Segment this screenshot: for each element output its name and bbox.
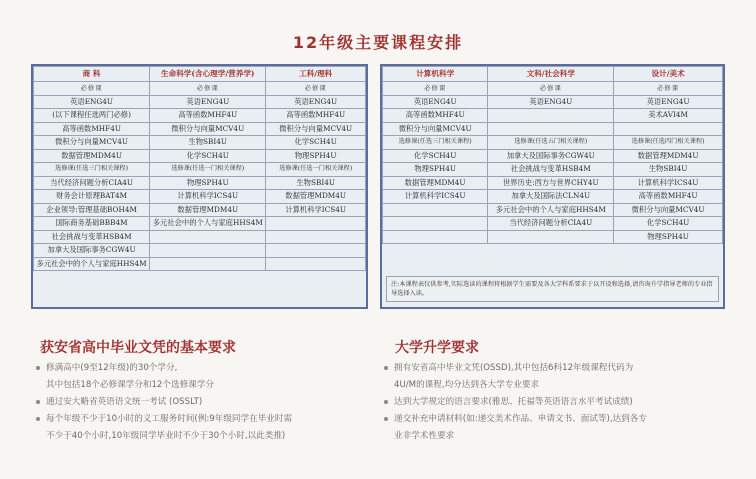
course-cell: 微积分与向量MCV4U: [383, 122, 488, 136]
course-cell: 多元社会中的个人与家庭HHS4M: [488, 203, 614, 217]
required-label: 必修课: [150, 82, 266, 96]
list-item-text: 4U/M的课程,均分达到各大学专业要求: [394, 380, 540, 390]
list-item: [382, 394, 722, 411]
empty-cell: [266, 257, 366, 271]
empty-cell: [266, 244, 366, 258]
diploma-requirements-list: [34, 360, 364, 445]
course-cell: 世界历史:西方与世界CHY4U: [488, 176, 614, 190]
course-cell: 微积分与向量MCV4U: [150, 122, 266, 136]
course-cell: 计算机科学ICS4U: [614, 176, 723, 190]
required-label: 必修课: [383, 82, 488, 96]
list-item-text: 每个年级不少于10小时的义工服务时间(例:9年级同学在毕业时需: [46, 414, 293, 424]
course-cell: 社会挑战与变革HSB4M: [34, 230, 150, 244]
course-cell: 生物SBI4U: [150, 136, 266, 150]
required-label: 必修课: [614, 82, 723, 96]
course-cell: 计算机科学ICS4U: [150, 190, 266, 204]
bullet-icon: [384, 417, 388, 421]
course-cell: 化学SCH4U: [150, 149, 266, 163]
course-cell: 英语ENG4U: [383, 95, 488, 109]
course-cell: 化学SCH4U: [266, 136, 366, 150]
list-item-text: 递交补充申请材料(如:递交美术作品、申请文书、面试等),达到各专: [394, 414, 647, 424]
course-table-business-life-engineering: [31, 64, 368, 309]
required-label: 必修课: [488, 82, 614, 96]
table-note: 注:本课程表仅供参考,实际选读的课程将根据学生需要及各大学科系要求于以开设和选择,请咨询升学指导老师的专业指导选择入读。: [386, 276, 719, 302]
list-item-text: 达到大学规定的语言要求(雅思、托福等英语语言水平考试成绩): [394, 397, 633, 407]
list-item-text: 不少于40个小时,10年级同学毕业时不少于30个小时,以此类推): [46, 431, 286, 441]
empty-cell: [383, 230, 488, 244]
course-cell: 生物SBI4U: [614, 163, 723, 177]
course-cell: 加拿大及国际法CLN4U: [488, 190, 614, 204]
course-cell: 加拿大及国际事务CGW4U: [488, 149, 614, 163]
list-item: [382, 411, 722, 445]
header-social-science: 文科/社会科学: [488, 67, 614, 82]
empty-cell: [488, 230, 614, 244]
elective-label: 选修课(任选三门相关课程): [383, 136, 488, 150]
course-cell: 物理SPH4U: [614, 230, 723, 244]
empty-cell: [488, 122, 614, 136]
course-cell: 英语ENG4U: [614, 95, 723, 109]
course-cell: 英语ENG4U: [150, 95, 266, 109]
elective-label: 选修课(任选一门相关课程): [150, 163, 266, 177]
elective-label: 选修课(任选四门相关课程): [614, 136, 723, 150]
course-cell: 高等函数MHF4U: [150, 109, 266, 123]
course-grid-right: [382, 66, 723, 244]
empty-cell: [488, 109, 614, 123]
course-cell: 物理SPH4U: [150, 176, 266, 190]
list-item-text: 其中包括18个必修课学分和12个选修课学分: [46, 380, 214, 390]
elective-label: 选修课(任选三门相关课程): [34, 163, 150, 177]
header-engineering: 工科/理科: [266, 67, 366, 82]
course-cell: 高等函数MHF4U: [383, 109, 488, 123]
course-cell: 数据管理MDM4U: [34, 149, 150, 163]
empty-cell: [266, 230, 366, 244]
empty-cell: [383, 217, 488, 231]
course-cell: 企业领导:管理基础BOH4M: [34, 203, 150, 217]
course-grid-left: [33, 66, 366, 271]
elective-label: 选修课(任选五门相关课程): [488, 136, 614, 150]
course-cell: 计算机科学ICS4U: [266, 203, 366, 217]
header-computer-science: 计算机科学: [383, 67, 488, 82]
empty-cell: [614, 122, 723, 136]
course-cell: 加拿大及国际事务CGW4U: [34, 244, 150, 258]
course-cell: 物理SPH4U: [383, 163, 488, 177]
page-title: 12年级主要课程安排: [292, 33, 464, 52]
university-requirements-list: [382, 360, 722, 445]
section-title-diploma: 获安省高中毕业文凭的基本要求: [40, 340, 236, 356]
list-item: [34, 360, 364, 394]
course-cell: 美术AVI4M: [614, 109, 723, 123]
list-item: [34, 411, 364, 445]
course-cell: 数据管理MDM4U: [266, 190, 366, 204]
course-cell: 当代经济问题分析CIA4U: [34, 176, 150, 190]
header-life-science: 生命科学(含心理学/营养学): [150, 67, 266, 82]
header-business: 商 科: [34, 67, 150, 82]
course-cell: 多元社会中的个人与家庭HHS4M: [150, 217, 266, 231]
bullet-icon: [36, 366, 40, 370]
course-cell: 化学SCH4U: [383, 149, 488, 163]
elective-label: 选修课(任选一门相关课程): [266, 163, 366, 177]
course-cell: 数据管理MDM4U: [150, 203, 266, 217]
course-cell: 当代经济问题分析CIA4U: [488, 217, 614, 231]
bullet-icon: [384, 366, 388, 370]
list-item-text: 修满高中(9至12年级)的30个学分,: [46, 363, 178, 373]
course-cell: 英语ENG4U: [266, 95, 366, 109]
course-cell: 微积分与向量MCV4U: [266, 122, 366, 136]
required-label: 必修课: [266, 82, 366, 96]
bullet-icon: [384, 400, 388, 404]
empty-cell: [150, 257, 266, 271]
course-cell: 微积分与向量MCV4U: [614, 203, 723, 217]
list-item-text: 业非学术性要求: [394, 431, 455, 441]
bullet-icon: [36, 400, 40, 404]
course-cell: 数据管理MDM4U: [383, 176, 488, 190]
course-cell: (以下课程任选两门必修): [34, 109, 150, 123]
list-item-text: 拥有安省高中毕业文凭(OSSD),其中包括6科12年级课程代码为: [394, 363, 634, 373]
course-cell: 计算机科学ICS4U: [383, 190, 488, 204]
list-item-text: 通过安大略省英语语文统一考试 (OSSLT): [46, 397, 203, 407]
list-item: [34, 394, 364, 411]
course-cell: 高等函数MHF4U: [614, 190, 723, 204]
course-cell: 国际商务基础BBB4M: [34, 217, 150, 231]
course-cell: 高等函数MHF4U: [34, 122, 150, 136]
course-cell: 英语ENG4U: [34, 95, 150, 109]
course-cell: [266, 217, 366, 231]
course-table-cs-arts-design: [380, 64, 725, 309]
header-design-art: 设计/美术: [614, 67, 723, 82]
course-cell: 社会挑战与变革HSB4M: [488, 163, 614, 177]
course-cell: 物理SPH4U: [266, 149, 366, 163]
course-cell: 多元社会中的个人与家庭HHS4M: [34, 257, 150, 271]
section-title-university: 大学升学要求: [395, 340, 479, 356]
required-label: 必修课: [34, 82, 150, 96]
list-item: [382, 360, 722, 394]
course-cell: 微积分与向量MCV4U: [34, 136, 150, 150]
empty-cell: [383, 203, 488, 217]
course-cell: 财务会计原理BAT4M: [34, 190, 150, 204]
course-cell: 高等函数MHF4U: [266, 109, 366, 123]
bullet-icon: [36, 417, 40, 421]
course-cell: 化学SCH4U: [614, 217, 723, 231]
course-cell: 英语ENG4U: [488, 95, 614, 109]
course-cell: 生物SBI4U: [266, 176, 366, 190]
empty-cell: [150, 244, 266, 258]
course-cell: 数据管理MDM4U: [614, 149, 723, 163]
empty-cell: [150, 230, 266, 244]
